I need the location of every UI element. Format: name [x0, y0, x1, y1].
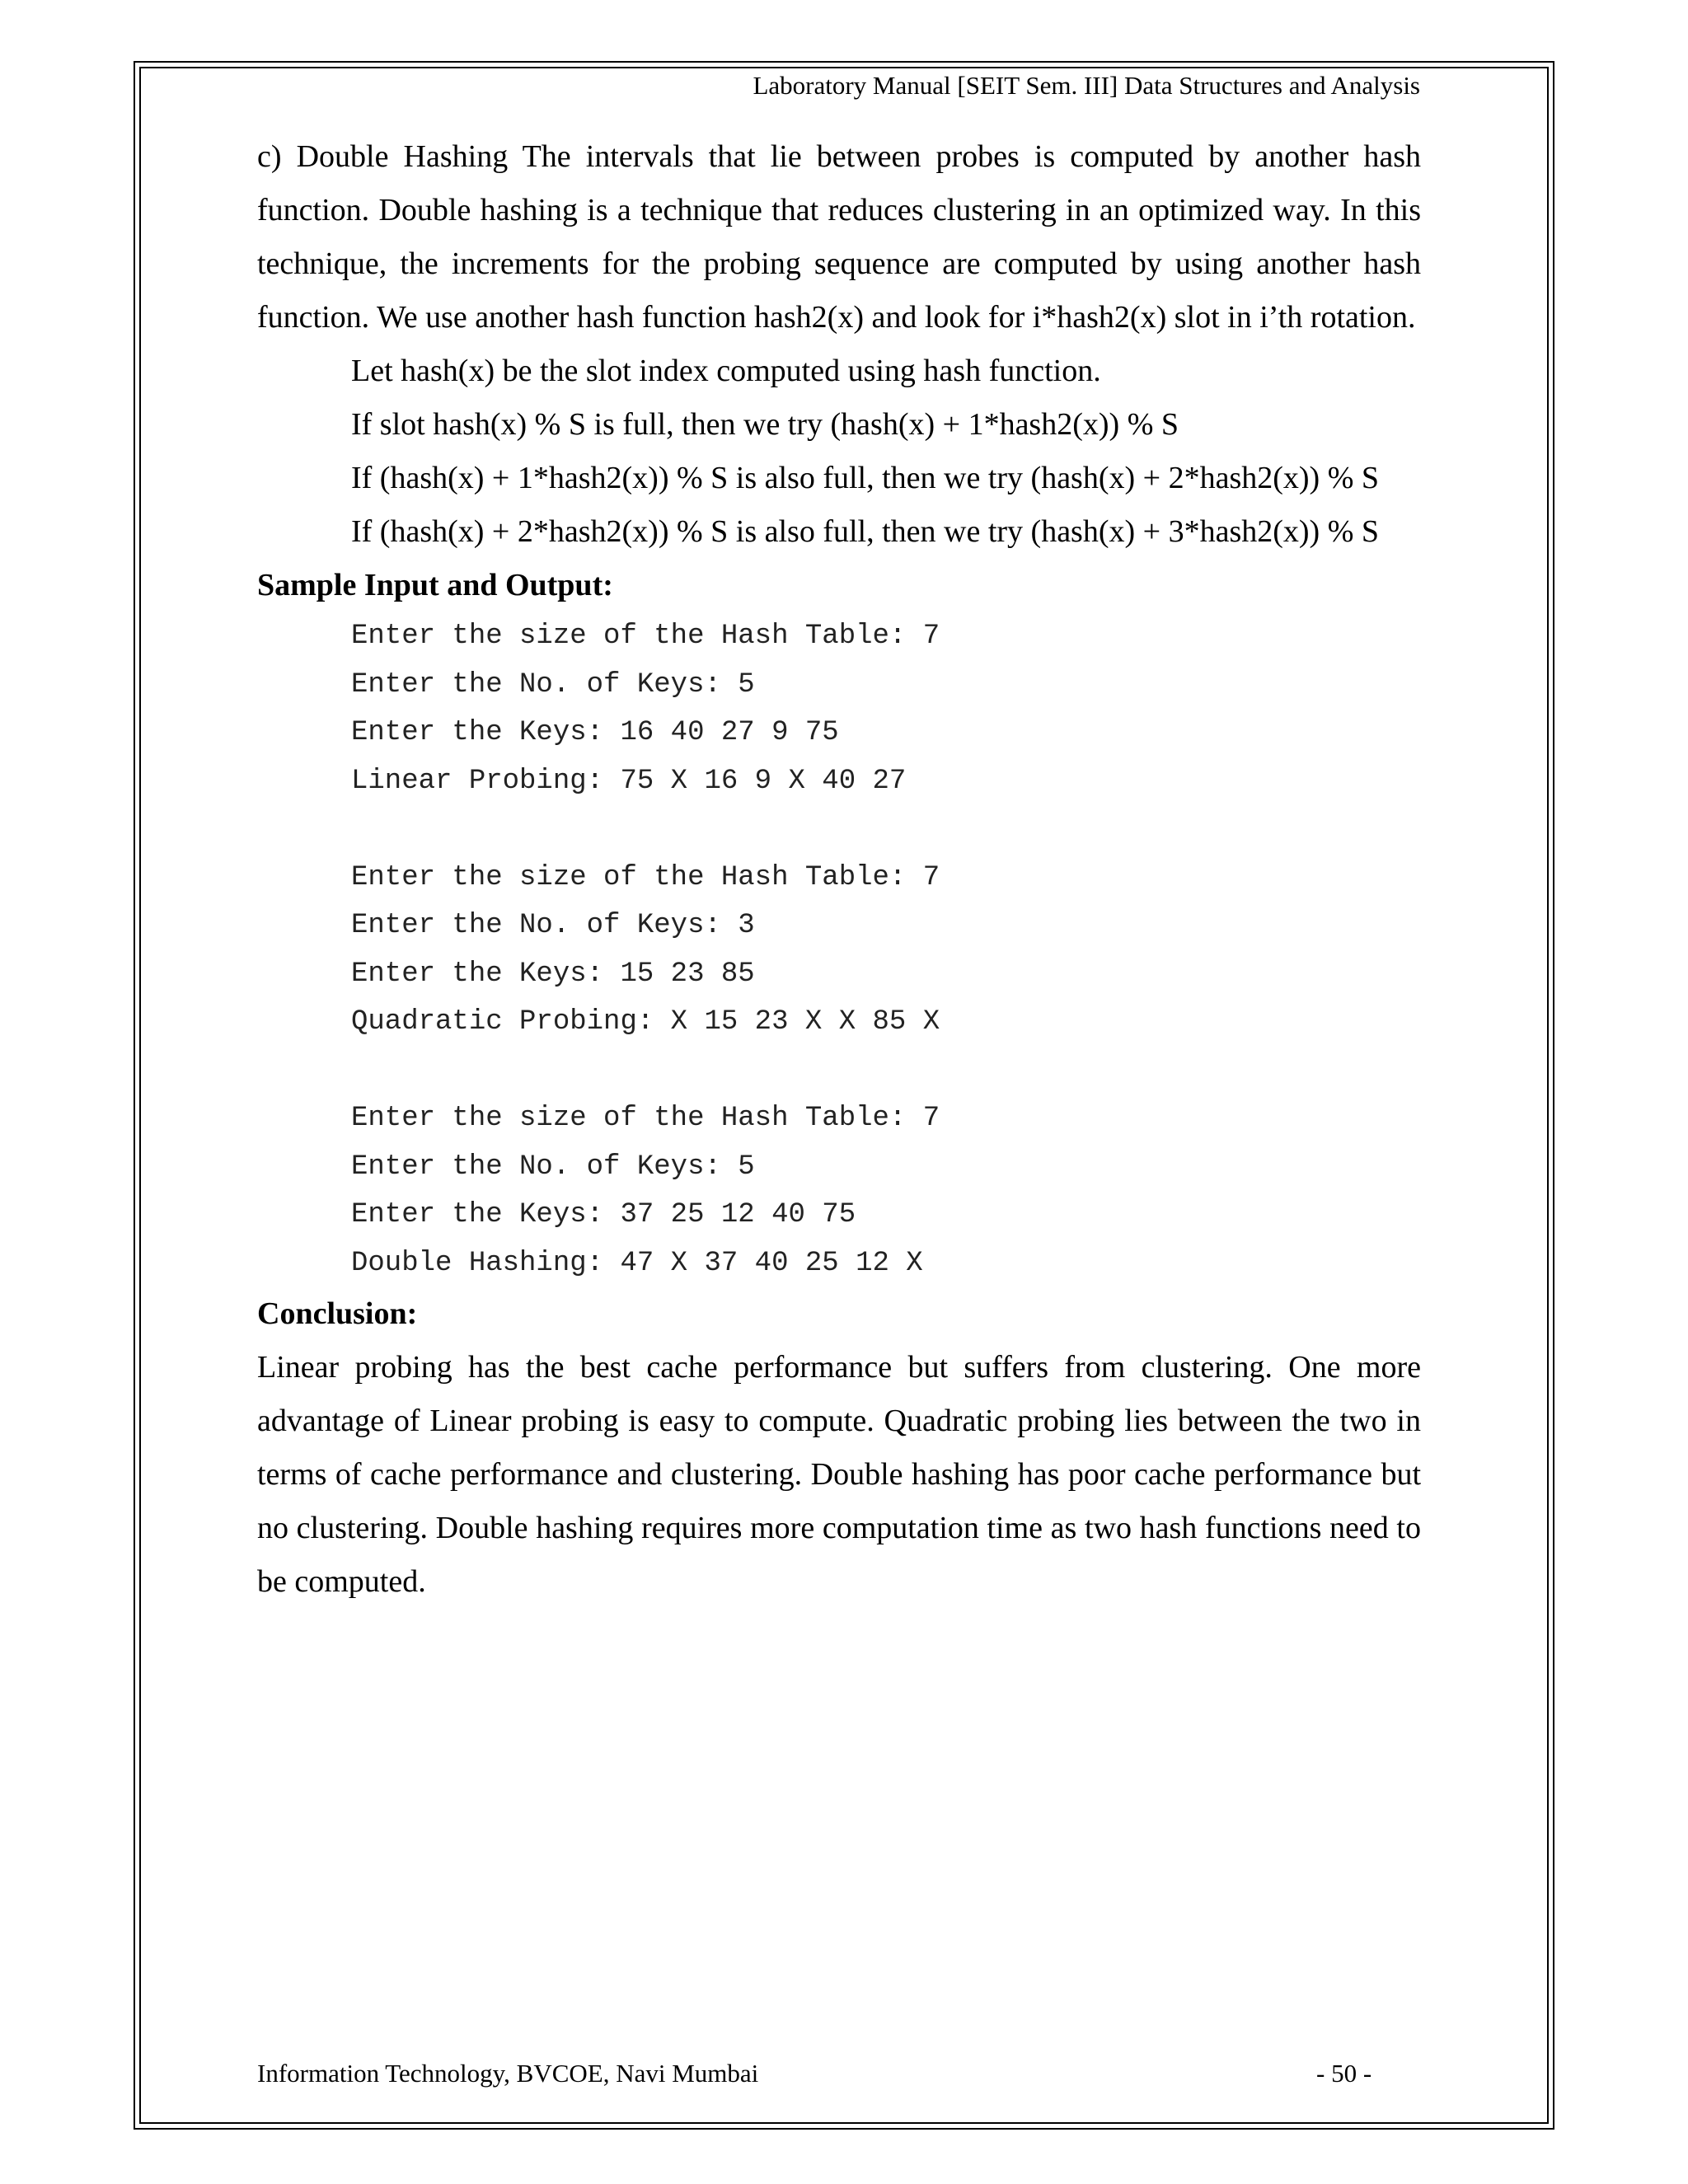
- sample-size-line: Enter the size of the Hash Table: 7: [351, 621, 940, 652]
- conclusion-heading: Conclusion:: [257, 1296, 418, 1331]
- probe-steps: [257, 344, 1421, 559]
- sample-keys-line: Enter the Keys: 15 23 85: [351, 958, 755, 990]
- probe-step: Let hash(x) be the slot index computed using hash function.: [351, 354, 1101, 388]
- double-hashing-paragraph: c) Double Hashing The intervals that lie between probes is computed by another hash function. Double hashing is a technique that reduces clustering in an optimized way. In this technique, the increments for the probing sequence are computed by using another hash function. We use another hash function hash2(x) and look for i*hash2(x) slot in i’th rotation.: [257, 139, 1421, 335]
- footer-page-number: - 50 -: [1316, 2059, 1372, 2088]
- sample-gap: [351, 1047, 1421, 1095]
- probe-step: If (hash(x) + 1*hash2(x)) % S is also full, then we try (hash(x) + 2*hash2(x)) % S: [351, 461, 1379, 495]
- sample-result-line: Double Hashing: 47 X 37 40 25 12 X: [351, 1247, 923, 1279]
- probe-step: If (hash(x) + 2*hash2(x)) % S is also full, then we try (hash(x) + 3*hash2(x)) % S: [351, 514, 1379, 549]
- sample-result-line: Quadratic Probing: X 15 23 X X 85 X: [351, 1006, 940, 1038]
- sample-heading: Sample Input and Output:: [257, 568, 613, 602]
- sample-keys-count-line: Enter the No. of Keys: 5: [351, 668, 755, 701]
- sample-keys-count-line: Enter the No. of Keys: 5: [351, 1151, 755, 1183]
- sample-gap: [351, 805, 1421, 854]
- sample-result-line: Linear Probing: 75 X 16 9 X 40 27: [351, 765, 907, 797]
- sample-size-line: Enter the size of the Hash Table: 7: [351, 861, 940, 893]
- sample-output-block: [257, 612, 1421, 1287]
- sample-keys-count-line: Enter the No. of Keys: 3: [351, 910, 755, 941]
- page-content: [257, 130, 1421, 1609]
- running-header: Laboratory Manual [SEIT Sem. III] Data Structures and Analysis: [753, 71, 1420, 100]
- sample-keys-line: Enter the Keys: 16 40 27 9 75: [351, 717, 839, 748]
- conclusion-paragraph: Linear probing has the best cache performance but suffers from clustering. One more advantage of Linear probing is easy to compute. Quadratic probing lies between the two in terms of cache performance and clustering. Double hashing has poor cache performance but no clustering. Double hashing requires more computation time as two hash functions need to be computed.: [257, 1350, 1421, 1599]
- probe-step: If slot hash(x) % S is full, then we try (hash(x) + 1*hash2(x)) % S: [351, 407, 1179, 442]
- footer-institution: Information Technology, BVCOE, Navi Mumbai: [257, 2059, 759, 2088]
- sample-keys-line: Enter the Keys: 37 25 12 40 75: [351, 1199, 856, 1230]
- sample-size-line: Enter the size of the Hash Table: 7: [351, 1103, 940, 1134]
